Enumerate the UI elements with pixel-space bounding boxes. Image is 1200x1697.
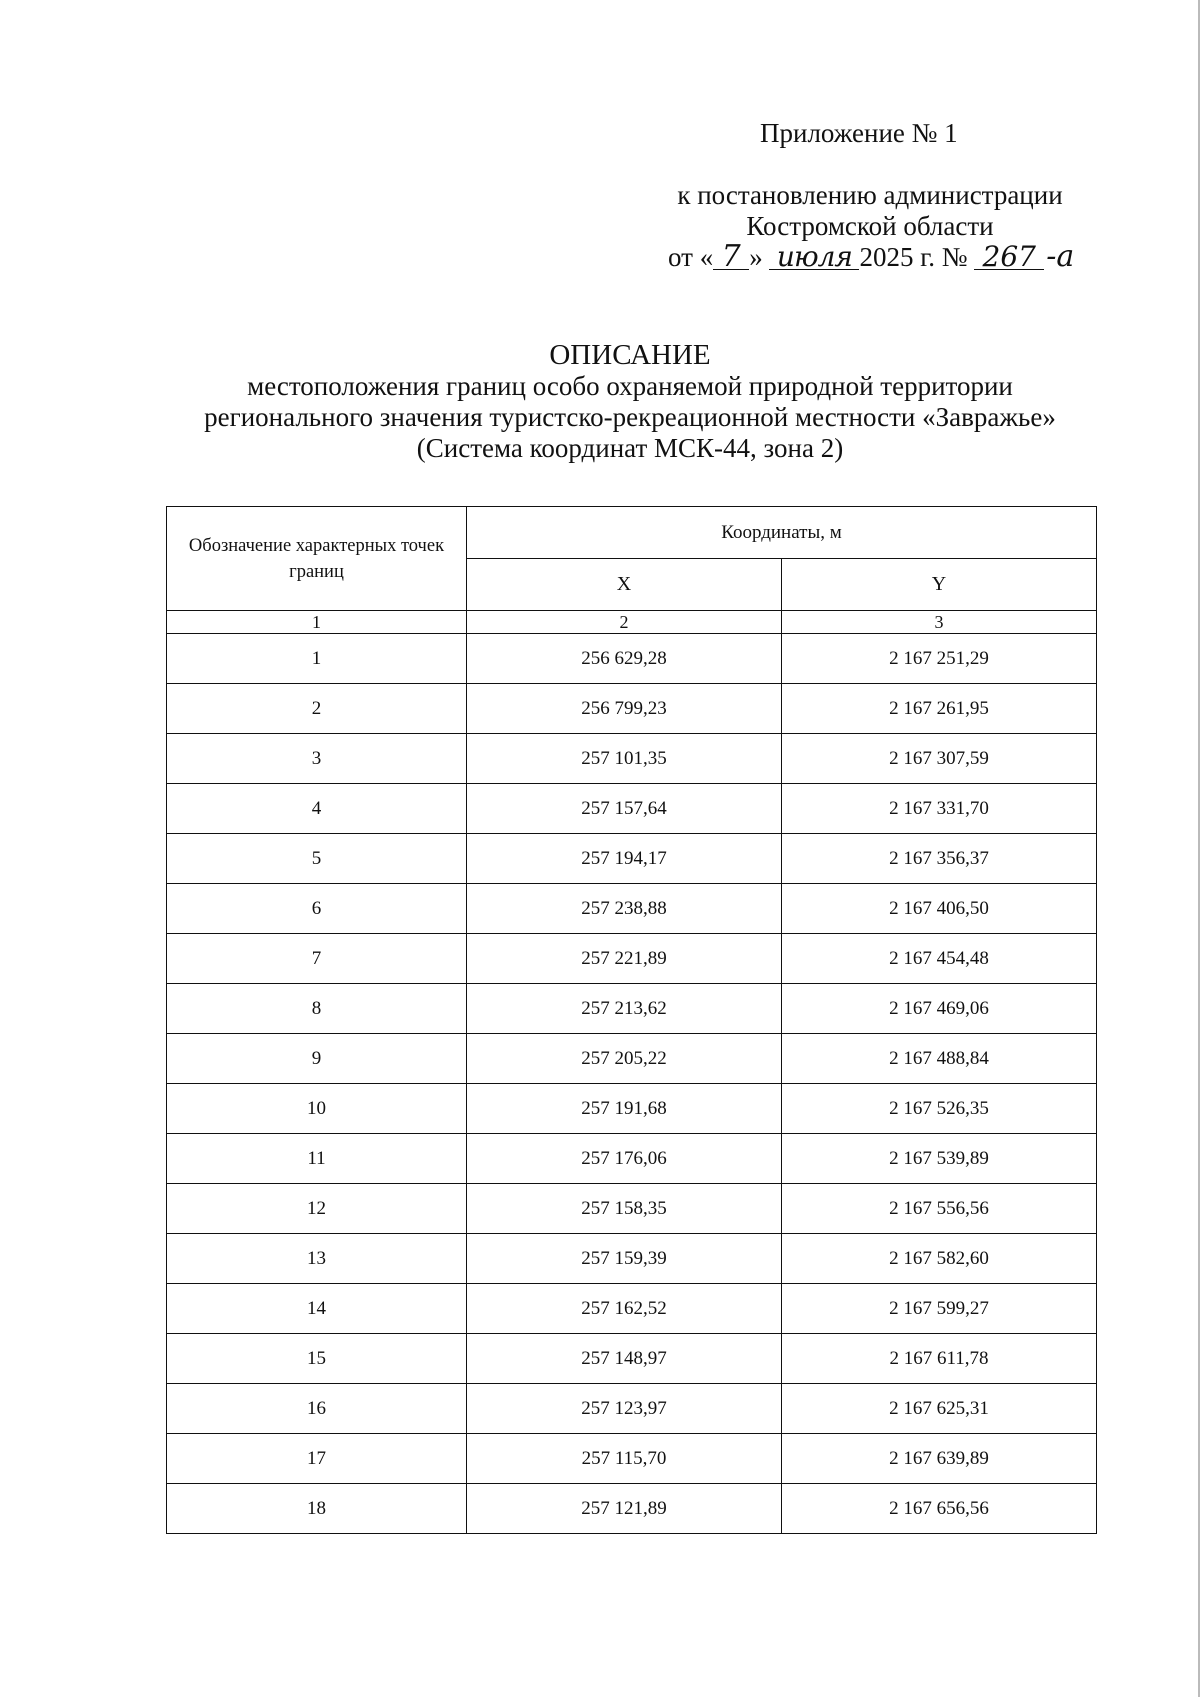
table-row [167,1134,1097,1184]
table-row [167,1384,1097,1434]
cell-point: 9 [167,1034,467,1084]
cell-y: 2 167 488,84 [782,1034,1097,1084]
table-row [167,984,1097,1034]
header-y: Y [782,559,1097,611]
cell-x: 257 162,52 [467,1284,782,1334]
heading-line-1: местоположения границ особо охраняемой природной территории [247,371,1013,401]
document-heading [150,340,1110,464]
handwritten-number-suffix: -а [1046,239,1075,274]
cell-point: 7 [167,934,467,984]
date-prefix: от « [668,242,714,272]
cell-y: 2 167 539,89 [782,1134,1097,1184]
cell-point: 6 [167,884,467,934]
cell-y: 2 167 526,35 [782,1084,1097,1134]
cell-x: 257 148,97 [467,1334,782,1384]
table-row [167,1034,1097,1084]
cell-x: 257 176,06 [467,1134,782,1184]
table-row [167,1484,1097,1534]
cell-y: 2 167 356,37 [782,834,1097,884]
table-row [167,834,1097,884]
cell-x: 257 121,89 [467,1484,782,1534]
table-row [167,1434,1097,1484]
cell-x: 257 221,89 [467,934,782,984]
decree-line-2: Костромской области [746,211,994,241]
cell-x: 256 629,28 [467,634,782,684]
cell-x: 257 213,62 [467,984,782,1034]
cell-y: 2 167 251,29 [782,634,1097,684]
cell-y: 2 167 599,27 [782,1284,1097,1334]
cell-point: 11 [167,1134,467,1184]
heading-line-3: (Система координат МСК-44, зона 2) [416,433,844,463]
header-x: X [467,559,782,611]
cell-point: 5 [167,834,467,884]
cell-point: 10 [167,1084,467,1134]
table-row [167,784,1097,834]
cell-y: 2 167 307,59 [782,734,1097,784]
date-mid: » [749,242,763,272]
cell-y: 2 167 556,56 [782,1184,1097,1234]
cell-y: 2 167 611,78 [782,1334,1097,1384]
table-row [167,1334,1097,1384]
cell-y: 2 167 261,95 [782,684,1097,734]
cell-y: 2 167 625,31 [782,1384,1097,1434]
cell-x: 257 238,88 [467,884,782,934]
cell-y: 2 167 582,60 [782,1234,1097,1284]
cell-y: 2 167 656,56 [782,1484,1097,1534]
coordinates-table [166,506,1097,1534]
cell-x: 257 157,64 [467,784,782,834]
header-point-designation: Обозначение характерных точек границ [167,507,467,611]
column-number: 3 [782,611,1097,634]
cell-point: 13 [167,1234,467,1284]
cell-point: 2 [167,684,467,734]
column-number: 2 [467,611,782,634]
cell-point: 17 [167,1434,467,1484]
table-row [167,934,1097,984]
table-row [167,684,1097,734]
handwritten-day: 7 [713,245,749,270]
cell-point: 1 [167,634,467,684]
table-row [167,734,1097,784]
header-coordinates: Координаты, м [467,507,1097,559]
table-row [167,634,1097,684]
decree-year: 2025 г. № [859,242,968,272]
table-row [167,1234,1097,1284]
cell-point: 14 [167,1284,467,1334]
cell-point: 16 [167,1384,467,1434]
decree-line-1: к постановлению администрации [677,180,1063,210]
cell-x: 257 191,68 [467,1084,782,1134]
table-row [167,1184,1097,1234]
cell-point: 15 [167,1334,467,1384]
cell-x: 257 101,35 [467,734,782,784]
table-row [167,884,1097,934]
decree-reference [640,180,1100,273]
decree-date-line [640,239,1100,274]
cell-x: 257 115,70 [467,1434,782,1484]
handwritten-month: июля [769,245,859,270]
table-row [167,1084,1097,1134]
cell-point: 4 [167,784,467,834]
column-number: 1 [167,611,467,634]
cell-point: 3 [167,734,467,784]
cell-x: 257 205,22 [467,1034,782,1084]
cell-x: 257 194,17 [467,834,782,884]
document-title: ОПИСАНИЕ [549,339,711,371]
heading-line-2: регионального значения туристско-рекреационной местности «Завражье» [204,402,1056,432]
cell-x: 257 158,35 [467,1184,782,1234]
cell-y: 2 167 469,06 [782,984,1097,1034]
cell-point: 18 [167,1484,467,1534]
handwritten-number: 267 [974,245,1044,270]
cell-y: 2 167 331,70 [782,784,1097,834]
cell-y: 2 167 406,50 [782,884,1097,934]
cell-point: 12 [167,1184,467,1234]
cell-point: 8 [167,984,467,1034]
cell-y: 2 167 639,89 [782,1434,1097,1484]
cell-x: 257 123,97 [467,1384,782,1434]
cell-x: 256 799,23 [467,684,782,734]
appendix-label: Приложение № 1 [760,118,958,148]
table-row [167,1284,1097,1334]
cell-x: 257 159,39 [467,1234,782,1284]
table-body [167,634,1097,1534]
cell-y: 2 167 454,48 [782,934,1097,984]
